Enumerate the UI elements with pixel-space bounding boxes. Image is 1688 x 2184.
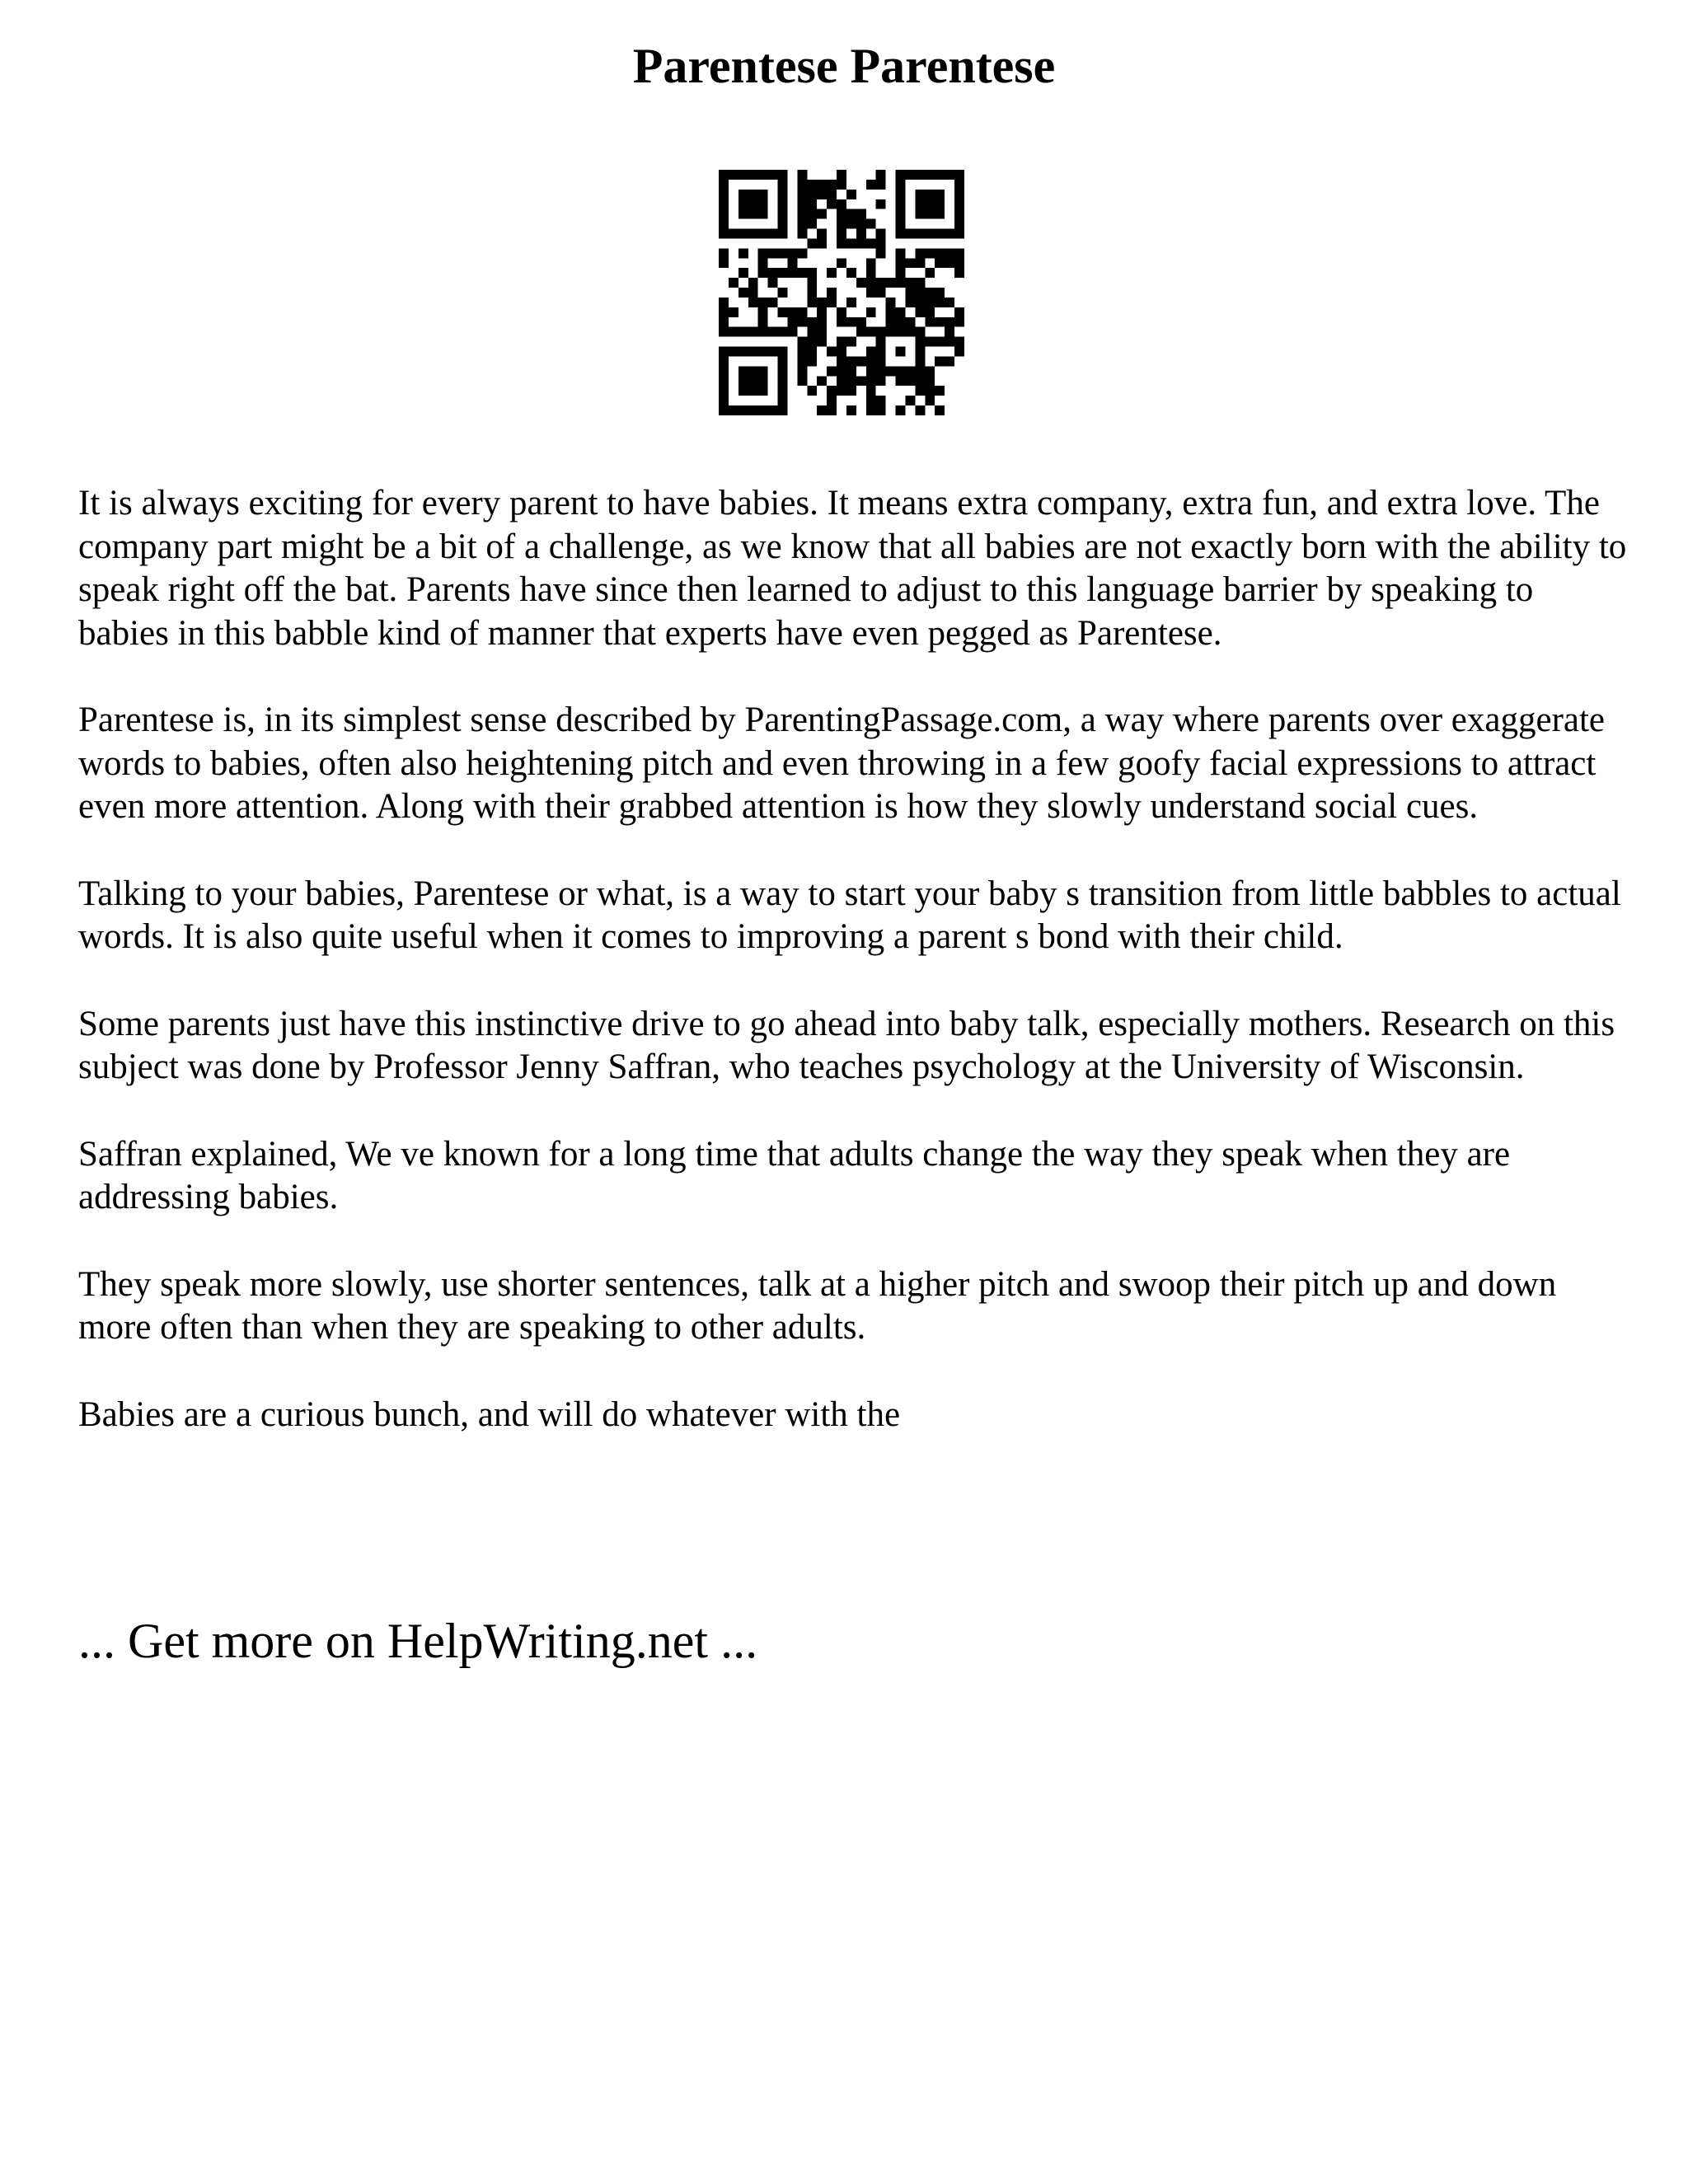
- qr-module: [748, 327, 758, 337]
- qr-module: [866, 180, 876, 190]
- qr-module: [915, 278, 925, 288]
- qr-module: [896, 405, 906, 415]
- qr-module: [846, 298, 856, 307]
- qr-module: [827, 347, 837, 357]
- qr-module: [846, 376, 856, 386]
- qr-module: [778, 288, 788, 298]
- qr-module: [778, 248, 788, 258]
- qr-module: [719, 327, 729, 337]
- qr-module: [954, 317, 964, 327]
- qr-module: [846, 219, 856, 229]
- qr-module: [807, 278, 817, 288]
- qr-module: [719, 317, 729, 327]
- qr-module: [945, 356, 954, 366]
- qr-module: [807, 268, 817, 278]
- qr-module: [787, 327, 797, 337]
- qr-module: [945, 317, 954, 327]
- qr-module: [837, 170, 846, 180]
- qr-module: [876, 278, 886, 288]
- qr-module: [817, 298, 827, 307]
- qr-module: [768, 298, 778, 307]
- qr-module: [876, 248, 886, 258]
- paragraph: Saffran explained, We ve known for a long time that adults change the way they speak when they are addressing babies.: [78, 1134, 1511, 1216]
- qr-module: [866, 386, 876, 396]
- qr-module: [748, 278, 758, 288]
- qr-module: [797, 347, 807, 357]
- qr-module: [945, 248, 954, 258]
- qr-module: [905, 278, 915, 288]
- qr-module: [915, 248, 925, 258]
- qr-module: [856, 317, 866, 327]
- qr-code-icon: [719, 170, 964, 415]
- qr-module: [915, 376, 925, 386]
- qr-module: [905, 317, 915, 327]
- qr-module: [797, 317, 807, 327]
- qr-module: [729, 278, 738, 288]
- qr-finder-bottom-left: [719, 347, 787, 415]
- qr-module: [905, 298, 915, 307]
- qr-module: [817, 229, 827, 239]
- qr-module: [817, 190, 827, 199]
- qr-module: [797, 268, 807, 278]
- qr-module: [866, 356, 876, 366]
- qr-module: [866, 376, 876, 386]
- qr-module: [896, 268, 906, 278]
- qr-module: [856, 278, 866, 288]
- qr-module: [827, 298, 837, 307]
- qr-module: [866, 347, 876, 357]
- qr-module: [738, 248, 748, 258]
- qr-module: [817, 238, 827, 248]
- qr-module: [807, 190, 817, 199]
- qr-module: [827, 366, 837, 376]
- qr-module: [827, 386, 837, 396]
- qr-module: [925, 317, 935, 327]
- qr-module: [797, 229, 807, 239]
- qr-module: [945, 337, 954, 347]
- qr-module: [797, 209, 807, 219]
- qr-module: [719, 248, 729, 258]
- qr-module: [837, 258, 846, 268]
- qr-module: [846, 405, 856, 415]
- qr-module: [925, 396, 935, 405]
- qr-module: [925, 337, 935, 347]
- qr-module: [837, 356, 846, 366]
- qr-module: [787, 268, 797, 278]
- qr-module: [935, 386, 945, 396]
- qr-module: [935, 288, 945, 298]
- qr-module: [925, 288, 935, 298]
- qr-module: [768, 248, 778, 258]
- qr-module: [797, 366, 807, 376]
- qr-module: [846, 386, 856, 396]
- qr-module: [738, 327, 748, 337]
- qr-module: [896, 278, 906, 288]
- qr-module: [758, 298, 768, 307]
- qr-module: [837, 199, 846, 209]
- qr-module: [758, 327, 768, 337]
- qr-module: [925, 386, 935, 396]
- qr-module: [768, 278, 778, 288]
- qr-module: [945, 298, 954, 307]
- qr-module: [915, 386, 925, 396]
- qr-module: [935, 248, 945, 258]
- qr-module: [758, 307, 768, 317]
- qr-module: [925, 268, 935, 278]
- qr-module: [817, 307, 827, 317]
- qr-module: [935, 337, 945, 347]
- qr-module: [846, 238, 856, 248]
- qr-module: [866, 278, 876, 288]
- qr-module: [896, 248, 906, 258]
- qr-module: [954, 337, 964, 347]
- paragraph: Babies are a curious bunch, and will do whatever with the: [78, 1394, 901, 1434]
- qr-module: [896, 258, 906, 268]
- qr-finder-top-right: [896, 170, 964, 238]
- qr-module: [866, 307, 876, 317]
- qr-module: [954, 307, 964, 317]
- qr-module: [925, 298, 935, 307]
- qr-module: [787, 307, 797, 317]
- qr-module: [817, 376, 827, 386]
- qr-module: [768, 268, 778, 278]
- qr-module: [935, 317, 945, 327]
- qr-module: [827, 396, 837, 405]
- qr-module: [935, 258, 945, 268]
- paragraph: They speak more slowly, use shorter sentences, talk at a higher pitch and swoop their pitch up and down more often than when they are speaking to other adults.: [78, 1264, 1557, 1347]
- qr-module: [807, 199, 817, 209]
- qr-module: [846, 337, 856, 347]
- qr-module: [915, 298, 925, 307]
- qr-module: [758, 268, 768, 278]
- qr-module: [856, 229, 866, 239]
- qr-module: [866, 258, 876, 268]
- qr-module: [876, 170, 886, 180]
- qr-code-graphic: [719, 170, 964, 415]
- qr-module: [866, 268, 876, 278]
- qr-module: [817, 337, 827, 347]
- qr-module: [817, 405, 827, 415]
- qr-module: [797, 170, 807, 180]
- qr-module: [837, 347, 846, 357]
- qr-module: [778, 307, 788, 317]
- qr-module: [915, 258, 925, 268]
- qr-module: [896, 307, 906, 317]
- qr-module: [797, 248, 807, 258]
- qr-module: [856, 209, 866, 219]
- page-title: Parentese Parentese: [632, 39, 1056, 93]
- qr-module: [787, 258, 797, 268]
- qr-module: [866, 219, 876, 229]
- qr-module: [876, 180, 886, 190]
- qr-module: [846, 356, 856, 366]
- qr-module: [817, 317, 827, 327]
- qr-module: [837, 229, 846, 239]
- qr-module: [758, 317, 768, 327]
- qr-module: [954, 258, 964, 268]
- qr-module: [729, 327, 738, 337]
- qr-module: [807, 238, 817, 248]
- qr-module: [886, 317, 896, 327]
- qr-module: [837, 317, 846, 327]
- qr-module: [866, 327, 876, 337]
- qr-module: [846, 317, 856, 327]
- qr-module: [905, 288, 915, 298]
- qr-module: [817, 327, 827, 337]
- qr-module: [797, 180, 807, 190]
- qr-module: [758, 248, 768, 258]
- qr-module: [837, 337, 846, 347]
- qr-module: [876, 238, 886, 248]
- qr-module: [856, 219, 866, 229]
- qr-module: [915, 288, 925, 298]
- qr-module: [827, 190, 837, 199]
- qr-module: [787, 317, 797, 327]
- qr-module: [748, 298, 758, 307]
- qr-module: [905, 376, 915, 386]
- qr-module: [797, 219, 807, 229]
- qr-module: [876, 396, 886, 405]
- qr-module: [856, 376, 866, 386]
- qr-module: [935, 405, 945, 415]
- qr-module: [807, 317, 817, 327]
- qr-module: [837, 307, 846, 317]
- qr-module: [866, 396, 876, 405]
- qr-module: [954, 268, 964, 278]
- article-body: [78, 482, 1628, 1480]
- paragraph: It is always exciting for every parent to have babies. It means extra company, extra fun, and extra love. The company part might be a bit of a challenge, as we know that all babies are not exactly born with the ability to speak right off the bat. Parents have since then learned to adjust to this language barrier by speaking to babies in this babble kind of manner that experts have even pegged as Parentese.: [78, 484, 1627, 653]
- paragraph: Talking to your babies, Parentese or what, is a way to start your baby s transition from little babbles to actual words. It is also quite useful when it comes to improving a parent s bond with their child.: [78, 874, 1621, 956]
- qr-module: [925, 307, 935, 317]
- qr-module: [935, 356, 945, 366]
- qr-module: [876, 405, 886, 415]
- qr-module: [945, 327, 954, 337]
- qr-module: [886, 307, 896, 317]
- qr-module: [807, 209, 817, 219]
- qr-module: [866, 288, 876, 298]
- qr-module: [807, 337, 817, 347]
- paragraph: Some parents just have this instinctive drive to go ahead into baby talk, especially mothers. Research on this subject was done by Professor Jenny Saffran, who teaches psychology at the University of Wisconsin.: [78, 1004, 1615, 1086]
- paragraph: Parentese is, in its simplest sense described by ParentingPassage.com, a way where parents over exaggerate words to babies, often also heightening pitch and even throwing in a few goofy facial expressions to attract even more attention. Along with their grabbed attention is how they slowly understand social cues.: [78, 701, 1606, 826]
- qr-alignment-pattern: [876, 327, 926, 377]
- qr-module: [719, 307, 729, 317]
- qr-module: [837, 376, 846, 386]
- qr-module: [954, 248, 964, 258]
- qr-module: [768, 327, 778, 337]
- qr-module: [925, 248, 935, 258]
- qr-module: [866, 238, 876, 248]
- get-more-link[interactable]: ... Get more on HelpWriting.net ...: [78, 1614, 758, 1668]
- qr-module: [827, 199, 837, 209]
- qr-module: [876, 229, 886, 239]
- qr-module: [905, 396, 915, 405]
- qr-module: [876, 199, 886, 209]
- qr-module: [925, 376, 935, 386]
- qr-module: [896, 376, 906, 386]
- qr-module: [807, 298, 817, 307]
- qr-module: [797, 199, 807, 209]
- qr-module: [905, 258, 915, 268]
- qr-module: [778, 327, 788, 337]
- qr-module: [886, 278, 896, 288]
- qr-module: [856, 238, 866, 248]
- qr-module: [827, 180, 837, 190]
- qr-module: [856, 327, 866, 337]
- qr-module: [886, 298, 896, 307]
- qr-module: [846, 366, 856, 376]
- qr-module: [729, 307, 738, 317]
- qr-module: [807, 327, 817, 337]
- qr-module: [915, 405, 925, 415]
- qr-module: [797, 376, 807, 386]
- qr-module: [797, 356, 807, 366]
- qr-module: [758, 258, 768, 268]
- qr-module: [915, 307, 925, 317]
- qr-module: [817, 180, 827, 190]
- qr-module: [876, 376, 886, 386]
- qr-module: [807, 180, 817, 190]
- qr-module: [866, 405, 876, 415]
- qr-module: [738, 288, 748, 298]
- qr-module: [807, 386, 817, 396]
- qr-module: [817, 209, 827, 219]
- qr-module: [719, 298, 729, 307]
- qr-module: [807, 219, 817, 229]
- qr-module: [954, 347, 964, 357]
- qr-module: [807, 347, 817, 357]
- qr-module: [837, 366, 846, 376]
- qr-module: [856, 356, 866, 366]
- qr-module: [797, 307, 807, 317]
- qr-module: [827, 405, 837, 415]
- qr-module: [797, 190, 807, 199]
- qr-module: [846, 190, 856, 199]
- qr-module: [827, 268, 837, 278]
- qr-module: [846, 268, 856, 278]
- qr-module: [807, 356, 817, 366]
- qr-module: [778, 268, 788, 278]
- qr-module: [719, 258, 729, 268]
- qr-module: [837, 180, 846, 190]
- qr-module: [945, 258, 954, 268]
- qr-module: [837, 238, 846, 248]
- qr-module: [837, 219, 846, 229]
- qr-module: [738, 268, 748, 278]
- qr-module: [787, 248, 797, 258]
- qr-module: [925, 366, 935, 376]
- qr-module: [876, 288, 886, 298]
- qr-module: [827, 288, 837, 298]
- qr-module: [866, 366, 876, 376]
- qr-module: [846, 209, 856, 219]
- qr-module: [837, 209, 846, 219]
- qr-finder-top-left: [719, 170, 787, 238]
- qr-module: [797, 337, 807, 347]
- qr-module: [837, 386, 846, 396]
- qr-module: [807, 288, 817, 298]
- qr-module: [896, 317, 906, 327]
- qr-module: [935, 298, 945, 307]
- qr-module: [748, 288, 758, 298]
